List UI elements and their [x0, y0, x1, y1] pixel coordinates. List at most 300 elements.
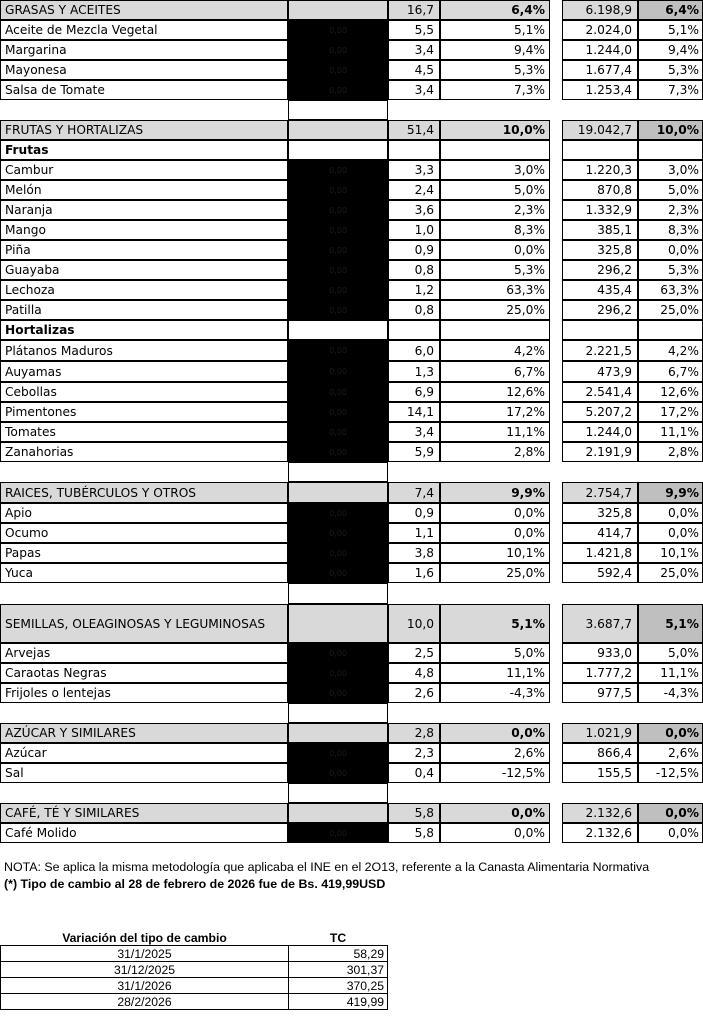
cost-value: 296,2	[562, 260, 638, 280]
category-row	[0, 482, 703, 503]
column-gap	[550, 200, 562, 220]
variation-percent: 10,1%	[440, 543, 550, 563]
variation-percent-2: 0,0%	[638, 503, 703, 523]
product-row	[0, 663, 703, 683]
redacted-cell: 0,00	[288, 160, 388, 180]
spacer-row	[0, 583, 703, 604]
redacted-cell: 0,00	[288, 260, 388, 280]
variation-percent: 0,0%	[440, 723, 550, 743]
redacted-cell: 0,00	[288, 523, 388, 543]
variation-percent-2: 10,0%	[638, 120, 703, 140]
variation-percent-2: -12,5%	[638, 763, 703, 783]
product-name: Pimentones	[0, 402, 288, 422]
cost-value: 1.021,9	[562, 723, 638, 743]
product-name: SEMILLAS, OLEAGINOSAS Y LEGUMINOSAS	[0, 604, 288, 643]
product-name: Apio	[0, 503, 288, 523]
variation-percent: 25,0%	[440, 300, 550, 320]
redacted-cell: 0,00	[288, 180, 388, 200]
variation-percent: 7,3%	[440, 80, 550, 100]
redacted-cell	[288, 604, 388, 643]
cost-value: 3.687,7	[562, 604, 638, 643]
redacted-cell: 0,00	[288, 80, 388, 100]
cost-value: 2.132,6	[562, 823, 638, 843]
redacted-cell	[288, 803, 388, 823]
exchange-value: 370,25	[289, 978, 388, 994]
variation-percent: 3,0%	[440, 160, 550, 180]
redacted-cell: 0,00	[288, 683, 388, 703]
cost-value: 414,7	[562, 523, 638, 543]
cost-value: 296,2	[562, 300, 638, 320]
product-name: Guayaba	[0, 260, 288, 280]
column-gap	[550, 320, 562, 340]
redacted-cell: 0,00	[288, 663, 388, 683]
weight-value: 2,8	[388, 723, 440, 743]
cost-value: 2.221,5	[562, 340, 638, 361]
redacted-cell: 0,00	[288, 361, 388, 382]
redacted-cell: 0,00	[288, 543, 388, 563]
product-name: Papas	[0, 543, 288, 563]
exchange-row	[1, 962, 388, 978]
spacer-cell	[288, 583, 388, 604]
spacer-cell	[288, 462, 388, 482]
product-row	[0, 240, 703, 260]
product-row	[0, 280, 703, 300]
redacted-cell: 0,00	[288, 280, 388, 300]
cost-value: 866,4	[562, 743, 638, 763]
cost-value: 870,8	[562, 180, 638, 200]
product-name: Hortalizas	[0, 320, 288, 340]
product-row	[0, 402, 703, 422]
column-gap	[550, 0, 562, 20]
redacted-cell: 0,00	[288, 763, 388, 783]
product-row	[0, 340, 703, 361]
cost-value: 155,5	[562, 763, 638, 783]
variation-percent-2: 0,0%	[638, 240, 703, 260]
product-name: Arvejas	[0, 643, 288, 663]
redacted-cell: 0,00	[288, 340, 388, 361]
column-gap	[550, 563, 562, 583]
variation-percent-2: 0,0%	[638, 723, 703, 743]
column-gap	[550, 300, 562, 320]
exchange-value: 301,37	[289, 962, 388, 978]
weight-value: 7,4	[388, 482, 440, 503]
variation-percent-2: 5,3%	[638, 260, 703, 280]
variation-percent-2: 5,3%	[638, 60, 703, 80]
subcategory-row	[0, 140, 703, 160]
column-gap	[550, 160, 562, 180]
redacted-cell: 0,00	[288, 300, 388, 320]
weight-value: 3,6	[388, 200, 440, 220]
cost-value: 977,5	[562, 683, 638, 703]
product-name: Patilla	[0, 300, 288, 320]
column-gap	[550, 340, 562, 361]
product-name: Piña	[0, 240, 288, 260]
methodology-note: NOTA: Se aplica la misma metodología que aplicaba el INE en el 2O13, referente a la Canasta Alimentaria Normativa	[4, 860, 650, 874]
cost-value: 1.244,0	[562, 40, 638, 60]
variation-percent-2: 12,6%	[638, 382, 703, 402]
weight-value: 0,9	[388, 240, 440, 260]
product-name: Mayonesa	[0, 60, 288, 80]
product-name: Ocumo	[0, 523, 288, 543]
variation-percent-2: 25,0%	[638, 563, 703, 583]
weight-value: 1,0	[388, 220, 440, 240]
header-tc: TC	[289, 930, 388, 946]
weight-value: 16,7	[388, 0, 440, 20]
column-gap	[550, 60, 562, 80]
exchange-row	[1, 994, 388, 1010]
column-gap	[550, 823, 562, 843]
column-gap	[550, 743, 562, 763]
variation-percent-2: 4,2%	[638, 340, 703, 361]
redacted-cell: 0,00	[288, 200, 388, 220]
exchange-date: 31/1/2026	[1, 978, 289, 994]
variation-percent	[440, 140, 550, 160]
cost-value: 325,8	[562, 503, 638, 523]
variation-percent: 2,6%	[440, 743, 550, 763]
variation-percent: 12,6%	[440, 382, 550, 402]
weight-value: 3,3	[388, 160, 440, 180]
cost-value: 1.677,4	[562, 60, 638, 80]
column-gap	[550, 402, 562, 422]
column-gap	[550, 663, 562, 683]
redacted-cell: 0,00	[288, 60, 388, 80]
product-name: Azúcar	[0, 743, 288, 763]
variation-percent-2: 2,3%	[638, 200, 703, 220]
product-row	[0, 523, 703, 543]
cost-value: 1.244,0	[562, 422, 638, 442]
redacted-cell: 0,00	[288, 442, 388, 462]
variation-percent-2: 17,2%	[638, 402, 703, 422]
product-row	[0, 20, 703, 40]
product-row	[0, 80, 703, 100]
variation-percent-2: 0,0%	[638, 523, 703, 543]
variation-percent: 5,0%	[440, 643, 550, 663]
exchange-rate-table	[0, 930, 388, 1010]
column-gap	[550, 20, 562, 40]
variation-percent-2: -4,3%	[638, 683, 703, 703]
variation-percent: 10,0%	[440, 120, 550, 140]
product-row	[0, 823, 703, 843]
product-name: Cambur	[0, 160, 288, 180]
column-gap	[550, 643, 562, 663]
cost-value: 2.541,4	[562, 382, 638, 402]
redacted-cell	[288, 723, 388, 743]
variation-percent: 5,1%	[440, 604, 550, 643]
variation-percent: 0,0%	[440, 240, 550, 260]
variation-percent-2: 10,1%	[638, 543, 703, 563]
product-name: Zanahorias	[0, 442, 288, 462]
column-gap	[550, 361, 562, 382]
product-name: Café Molido	[0, 823, 288, 843]
column-gap	[550, 140, 562, 160]
weight-value: 0,4	[388, 763, 440, 783]
product-name: Melón	[0, 180, 288, 200]
product-row	[0, 382, 703, 402]
weight-value: 6,0	[388, 340, 440, 361]
weight-value: 6,9	[388, 382, 440, 402]
variation-percent: 4,2%	[440, 340, 550, 361]
product-row	[0, 683, 703, 703]
redacted-cell: 0,00	[288, 240, 388, 260]
product-row	[0, 503, 703, 523]
cost-value: 2.132,6	[562, 803, 638, 823]
redacted-cell: 0,00	[288, 402, 388, 422]
product-row	[0, 643, 703, 663]
column-gap	[550, 382, 562, 402]
product-name: Plátanos Maduros	[0, 340, 288, 361]
cost-value	[562, 140, 638, 160]
redacted-cell: 0,00	[288, 20, 388, 40]
variation-percent: 25,0%	[440, 563, 550, 583]
weight-value: 14,1	[388, 402, 440, 422]
variation-percent-2: 0,0%	[638, 823, 703, 843]
exchange-rate-note: (*) Tipo de cambio al 28 de febrero de 2026 fue de Bs. 419,99USD	[4, 877, 386, 891]
cost-value: 473,9	[562, 361, 638, 382]
weight-value: 1,2	[388, 280, 440, 300]
cost-value: 19.042,7	[562, 120, 638, 140]
header-date: Variación del tipo de cambio	[1, 930, 289, 946]
category-row	[0, 723, 703, 743]
product-row	[0, 743, 703, 763]
variation-percent: 0,0%	[440, 803, 550, 823]
variation-percent-2	[638, 140, 703, 160]
product-row	[0, 220, 703, 240]
variation-percent-2: 2,8%	[638, 442, 703, 462]
weight-value: 3,4	[388, 80, 440, 100]
redacted-cell	[288, 120, 388, 140]
exchange-table-header	[1, 930, 388, 946]
notes-section	[4, 860, 694, 891]
cost-value: 1.777,2	[562, 663, 638, 683]
column-gap	[550, 40, 562, 60]
cost-value: 933,0	[562, 643, 638, 663]
column-gap	[550, 683, 562, 703]
redacted-cell: 0,00	[288, 823, 388, 843]
weight-value: 1,1	[388, 523, 440, 543]
variation-percent: 17,2%	[440, 402, 550, 422]
cost-value: 592,4	[562, 563, 638, 583]
weight-value	[388, 320, 440, 340]
weight-value: 1,6	[388, 563, 440, 583]
variation-percent: 5,3%	[440, 260, 550, 280]
column-gap	[550, 803, 562, 823]
variation-percent-2: 63,3%	[638, 280, 703, 300]
variation-percent: 9,9%	[440, 482, 550, 503]
cost-value: 1.332,9	[562, 200, 638, 220]
cost-value: 2.024,0	[562, 20, 638, 40]
exchange-value: 58,29	[289, 946, 388, 962]
column-gap	[550, 240, 562, 260]
weight-value	[388, 140, 440, 160]
weight-value: 4,8	[388, 663, 440, 683]
variation-percent-2: 6,4%	[638, 0, 703, 20]
column-gap	[550, 80, 562, 100]
redacted-cell: 0,00	[288, 422, 388, 442]
weight-value: 5,8	[388, 803, 440, 823]
variation-percent: -4,3%	[440, 683, 550, 703]
redacted-cell	[288, 0, 388, 20]
variation-percent-2: 5,0%	[638, 180, 703, 200]
weight-value: 2,5	[388, 643, 440, 663]
product-name: Salsa de Tomate	[0, 80, 288, 100]
variation-percent-2: 3,0%	[638, 160, 703, 180]
weight-value: 0,8	[388, 300, 440, 320]
weight-value: 3,4	[388, 422, 440, 442]
product-row	[0, 40, 703, 60]
product-row	[0, 361, 703, 382]
variation-percent: 8,3%	[440, 220, 550, 240]
product-name: GRASAS Y ACEITES	[0, 0, 288, 20]
product-name: Margarina	[0, 40, 288, 60]
product-name: Lechoza	[0, 280, 288, 300]
variation-percent: 6,4%	[440, 0, 550, 20]
category-row	[0, 0, 703, 20]
variation-percent: 5,0%	[440, 180, 550, 200]
product-name: Yuca	[0, 563, 288, 583]
cost-value: 5.207,2	[562, 402, 638, 422]
product-name: RAICES, TUBÉRCULOS Y OTROS	[0, 482, 288, 503]
variation-percent: 0,0%	[440, 823, 550, 843]
variation-percent-2: 2,6%	[638, 743, 703, 763]
variation-percent: 0,0%	[440, 523, 550, 543]
product-name: Naranja	[0, 200, 288, 220]
weight-value: 3,8	[388, 543, 440, 563]
exchange-date: 31/1/2025	[1, 946, 289, 962]
weight-value: 5,9	[388, 442, 440, 462]
product-name: Auyamas	[0, 361, 288, 382]
weight-value: 5,5	[388, 20, 440, 40]
product-row	[0, 260, 703, 280]
redacted-cell: 0,00	[288, 382, 388, 402]
variation-percent-2: 8,3%	[638, 220, 703, 240]
redacted-cell: 0,00	[288, 563, 388, 583]
spacer-cell	[288, 783, 388, 803]
exchange-row	[1, 946, 388, 962]
spacer-cell	[288, 703, 388, 723]
redacted-cell: 0,00	[288, 40, 388, 60]
variation-percent: 63,3%	[440, 280, 550, 300]
redacted-cell: 0,00	[288, 503, 388, 523]
weight-value: 2,6	[388, 683, 440, 703]
variation-percent: 2,8%	[440, 442, 550, 462]
weight-value: 1,3	[388, 361, 440, 382]
product-row	[0, 180, 703, 200]
product-name: FRUTAS Y HORTALIZAS	[0, 120, 288, 140]
cost-value: 6.198,9	[562, 0, 638, 20]
weight-value: 2,3	[388, 743, 440, 763]
variation-percent-2: 9,4%	[638, 40, 703, 60]
redacted-cell	[288, 320, 388, 340]
product-row	[0, 300, 703, 320]
weight-value: 2,4	[388, 180, 440, 200]
cost-value: 435,4	[562, 280, 638, 300]
variation-percent: -12,5%	[440, 763, 550, 783]
spacer-row	[0, 783, 703, 803]
variation-percent-2: 6,7%	[638, 361, 703, 382]
product-name: Tomates	[0, 422, 288, 442]
product-name: Caraotas Negras	[0, 663, 288, 683]
product-name: AZÚCAR Y SIMILARES	[0, 723, 288, 743]
column-gap	[550, 280, 562, 300]
column-gap	[550, 180, 562, 200]
variation-percent-2: 5,1%	[638, 604, 703, 643]
column-gap	[550, 604, 562, 643]
spacer-row	[0, 100, 703, 120]
variation-percent: 9,4%	[440, 40, 550, 60]
product-name: Sal	[0, 763, 288, 783]
column-gap	[550, 763, 562, 783]
variation-percent: 5,1%	[440, 20, 550, 40]
redacted-cell: 0,00	[288, 743, 388, 763]
weight-value: 5,8	[388, 823, 440, 843]
weight-value: 4,5	[388, 60, 440, 80]
column-gap	[550, 120, 562, 140]
cost-value: 2.754,7	[562, 482, 638, 503]
column-gap	[550, 220, 562, 240]
column-gap	[550, 503, 562, 523]
weight-value: 10,0	[388, 604, 440, 643]
variation-percent: 11,1%	[440, 663, 550, 683]
category-row	[0, 803, 703, 823]
weight-value: 0,8	[388, 260, 440, 280]
variation-percent: 0,0%	[440, 503, 550, 523]
variation-percent: 11,1%	[440, 422, 550, 442]
column-gap	[550, 422, 562, 442]
product-row	[0, 200, 703, 220]
column-gap	[550, 523, 562, 543]
spacer-row	[0, 462, 703, 482]
redacted-cell: 0,00	[288, 220, 388, 240]
column-gap	[550, 482, 562, 503]
cost-value: 1.421,8	[562, 543, 638, 563]
column-gap	[550, 260, 562, 280]
exchange-value: 419,99	[289, 994, 388, 1010]
variation-percent	[440, 320, 550, 340]
exchange-date: 28/2/2026	[1, 994, 289, 1010]
cost-value	[562, 320, 638, 340]
column-gap	[550, 442, 562, 462]
variation-percent-2	[638, 320, 703, 340]
variation-percent-2: 7,3%	[638, 80, 703, 100]
variation-percent-2: 25,0%	[638, 300, 703, 320]
weight-value: 51,4	[388, 120, 440, 140]
cost-value: 385,1	[562, 220, 638, 240]
subcategory-row	[0, 320, 703, 340]
column-gap	[550, 723, 562, 743]
cost-value: 1.220,3	[562, 160, 638, 180]
cost-value: 2.191,9	[562, 442, 638, 462]
variation-percent-2: 5,0%	[638, 643, 703, 663]
variation-percent: 2,3%	[440, 200, 550, 220]
redacted-cell: 0,00	[288, 643, 388, 663]
variation-percent-2: 11,1%	[638, 663, 703, 683]
product-name: Frijoles o lentejas	[0, 683, 288, 703]
weight-value: 3,4	[388, 40, 440, 60]
exchange-date: 31/12/2025	[1, 962, 289, 978]
column-gap	[550, 543, 562, 563]
product-name: Aceite de Mezcla Vegetal	[0, 20, 288, 40]
category-row	[0, 604, 703, 643]
cost-value: 1.253,4	[562, 80, 638, 100]
product-row	[0, 160, 703, 180]
product-row	[0, 543, 703, 563]
product-name: Mango	[0, 220, 288, 240]
variation-percent: 6,7%	[440, 361, 550, 382]
weight-value: 0,9	[388, 503, 440, 523]
product-row	[0, 60, 703, 80]
spacer-cell	[288, 100, 388, 120]
spacer-row	[0, 703, 703, 723]
